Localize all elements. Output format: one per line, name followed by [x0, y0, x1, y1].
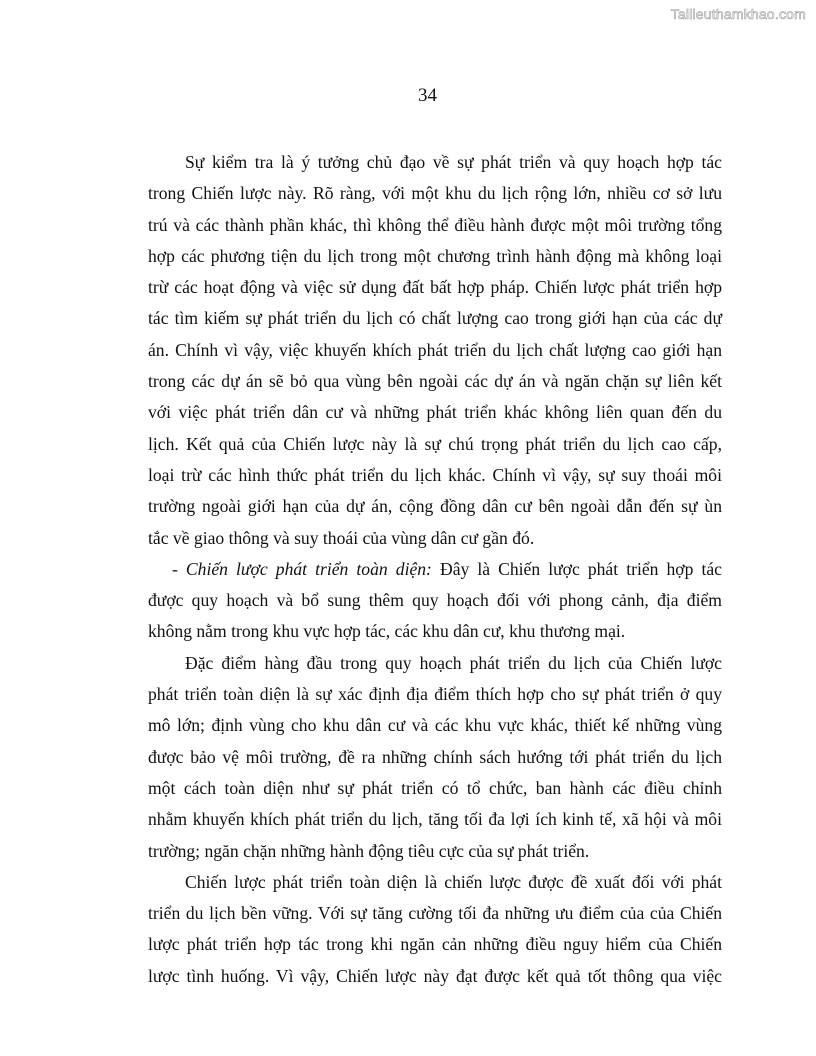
- text-line: Chiến lược phát triển toàn diện là chiến lược được đề xuất đối với phát: [185, 871, 722, 892]
- text-line: [148, 554, 722, 585]
- page-number: 34: [418, 85, 437, 106]
- paragraph-2: [148, 554, 722, 648]
- text-line: triển du lịch bền vững. Với sự tăng cường tối đa những ưu điểm của của Chiến: [148, 903, 722, 924]
- paragraph-1: [148, 147, 722, 554]
- text-line: được quy hoạch và bổ sung thêm quy hoạch đối với phong cảnh, địa điểm: [148, 590, 722, 611]
- text-line: hợp các phương tiện du lịch trong một chương trình hành động mà không loại: [148, 245, 722, 266]
- text-line: trường; ngăn chặn những hành động tiêu cực của sự phát triển.: [148, 840, 590, 861]
- text-line: trú và các thành phần khác, thì không thể điều hành được một môi trường tổng: [148, 214, 722, 235]
- text-line: với việc phát triển dân cư và những phát triển khác không liên quan đến du: [148, 402, 722, 423]
- paragraph-3: [148, 648, 722, 867]
- text-line: không nằm trong khu vực hợp tác, các khu dân cư, khu thương mại.: [148, 621, 626, 642]
- text-line: trường ngoài giới hạn của dự án, cộng đồng dân cư bên ngoài dẫn đến sự ùn: [148, 496, 722, 517]
- paragraph-4: [148, 867, 722, 992]
- text-line: trong các dự án sẽ bỏ qua vùng bên ngoài các dự án và ngăn chặn sự liên kết: [148, 371, 722, 392]
- text-line: trong Chiến lược này. Rõ ràng, với một khu du lịch rộng lớn, nhiều cơ sở lưu: [148, 183, 722, 204]
- watermark-logo: Tailieuthamkhao.com: [670, 6, 806, 22]
- text-line: lược tình huống. Vì vậy, Chiến lược này đạt được kết quả tốt thông qua việc: [148, 965, 722, 986]
- text-line: Đặc điểm hàng đầu trong quy hoạch phát triển du lịch của Chiến lược: [185, 652, 722, 673]
- text-line: nhằm khuyến khích phát triển du lịch, tăng tối đa lợi ích kinh tế, xã hội và môi: [148, 809, 722, 830]
- section-lead-italic: - Chiến lược phát triển toàn diện:: [172, 558, 432, 579]
- text-line: mô lớn; định vùng cho khu dân cư và các khu vực khác, thiết kế những vùng: [148, 715, 722, 736]
- text-line: lịch. Kết quả của Chiến lược này là sự chú trọng phát triển du lịch cao cấp,: [148, 433, 722, 454]
- text-line: một cách toàn diện như sự phát triển có tổ chức, ban hành các điều chỉnh: [148, 777, 722, 798]
- text-line: phát triển toàn diện là sự xác định địa điểm thích hợp cho sự phát triển ở quy: [148, 684, 722, 705]
- text-line: loại trừ các hình thức phát triển du lịch khác. Chính vì vậy, sự suy thoái môi: [148, 464, 722, 485]
- text-line: trừ các hoạt động và việc sử dụng đất bất hợp pháp. Chiến lược phát triển hợp: [148, 277, 722, 298]
- document-body: [148, 147, 722, 992]
- text-line: tắc về giao thông và suy thoái của vùng dân cư gần đó.: [148, 527, 535, 548]
- text-line: lược phát triển hợp tác trong khi ngăn cản những điều nguy hiểm của Chiến: [148, 934, 722, 955]
- section-lead-text: Đây là Chiến lược phát triển hợp tác: [431, 558, 722, 579]
- text-line: tác tìm kiếm sự phát triển du lịch có chất lượng cao trong giới hạn của các dự: [148, 308, 722, 329]
- text-line: được bảo vệ môi trường, đề ra những chính sách hướng tới phát triển du lịch: [148, 746, 722, 767]
- text-line: Sự kiểm tra là ý tưởng chủ đạo về sự phát triển và quy hoạch hợp tác: [185, 152, 722, 172]
- text-line: án. Chính vì vậy, việc khuyến khích phát triển du lịch chất lượng cao giới hạn: [148, 339, 722, 360]
